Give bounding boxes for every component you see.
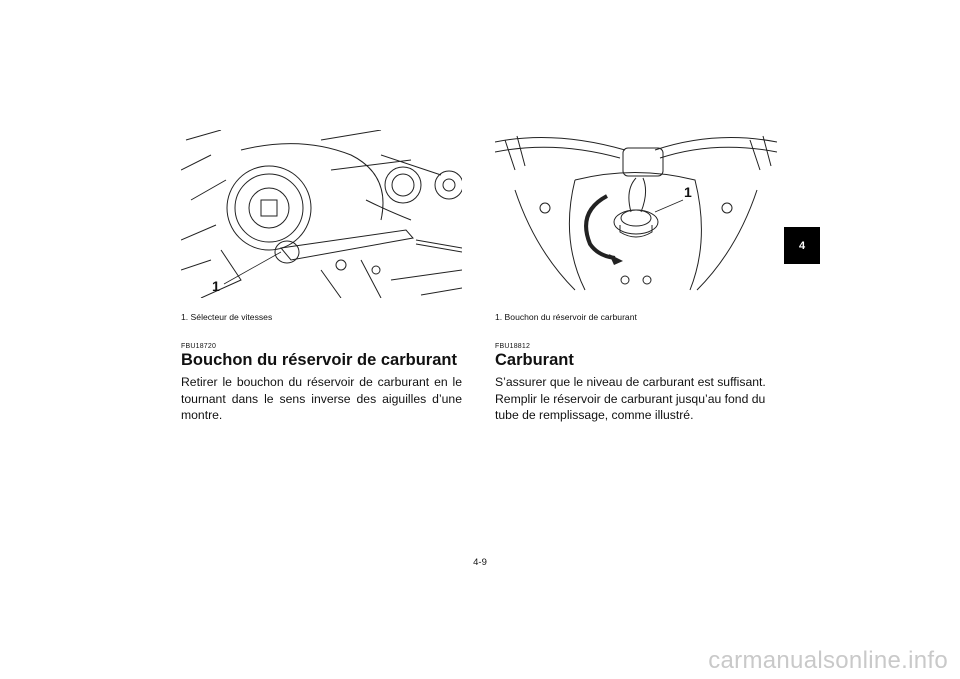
figure-caption: 1. Sélecteur de vitesses [181, 312, 273, 322]
chapter-tab: 4 [784, 227, 820, 264]
figure-callout: 1 [684, 184, 692, 200]
gear-shift-pedal-illustration [181, 130, 462, 298]
section-heading: Bouchon du réservoir de carburant [181, 351, 457, 369]
figure-caption: 1. Bouchon du réservoir de carburant [495, 312, 637, 322]
watermark: carmanualsonline.info [708, 647, 948, 674]
right-column [495, 130, 777, 424]
left-column [181, 130, 462, 424]
reference-code: FBU18812 [495, 343, 531, 350]
figure-callout: 1 [212, 278, 220, 294]
fuel-tank-cap-illustration [495, 130, 777, 298]
section-heading: Carburant [495, 351, 574, 369]
reference-code: FBU18720 [181, 343, 217, 350]
page-number: 4-9 [473, 557, 487, 568]
body-paragraph: Retirer le bouchon du réservoir de carburant en le tournant dans le sens inverse des aiguilles d’une montre. [181, 375, 462, 422]
body-paragraph: S’assurer que le niveau de carburant est suffisant. Remplir le réservoir de carburant jusqu’au fond du tube de remplissage, comme illustré. [495, 375, 766, 422]
